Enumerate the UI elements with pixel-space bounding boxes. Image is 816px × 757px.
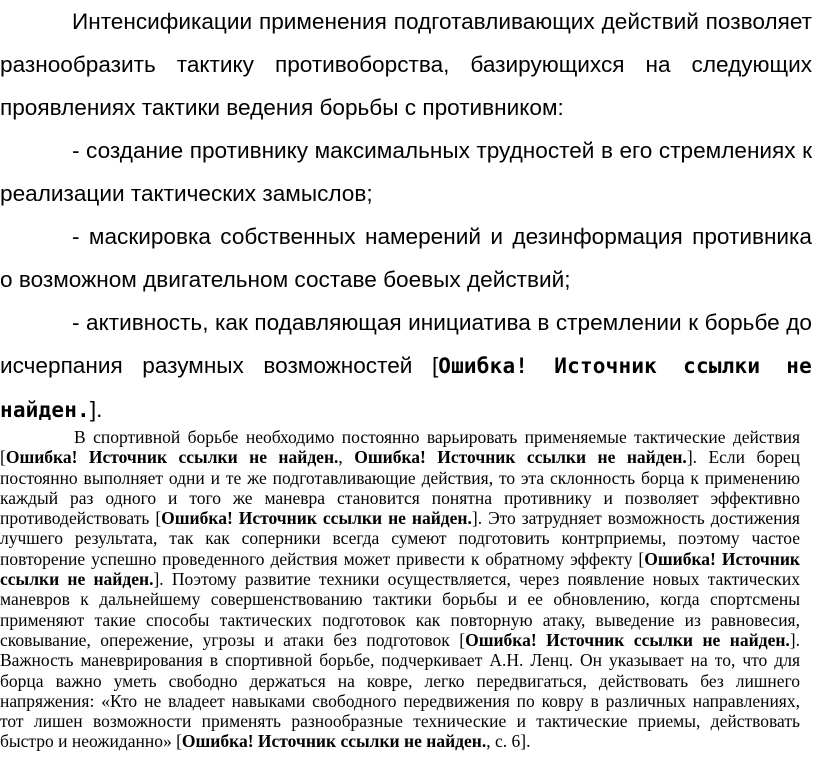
text-run: ]. Важность маневрирования в спортивной борьбе, подчеркивает А.Н. Ленц. Он указывает на то, что для борца важно уметь свободно держаться на ковре, легко передвигаться, действовать без лишнего напряжения: «Кто не владеет навыками свободного передвижения по ковру в различных направлениях, тот лишен возможности применять разнообразные технические и тактические приемы, действовать быстро и неожиданно» [ — [0, 629, 800, 752]
list-item-difficulties — [0, 129, 812, 215]
reference-error: Ошибка! Источник ссылки не найден. — [0, 354, 812, 422]
list-item-difficulties-text: - создание противнику максимальных трудностей в его стремлениях к реализации тактических замыслов; — [0, 138, 812, 206]
list-item-activity-text: - активность, как подавляющая инициатива в стремлении к борьбе до исчерпания разумных возможностей [ — [0, 310, 812, 378]
reference-error: Ошибка! Источник ссылки не найден. — [354, 447, 687, 468]
list-item-masking — [0, 215, 812, 301]
text-run: ]. Поэтому развитие техники осуществляется, через появление новых тактических маневров к дальнейшему совершенствованию тактики борьбы и ее обновлению, когда спортсмены применяют такие способы тактических подготовок как повторную атаку, выведение из равновесия, сковывание, опережение, угрозы и атаки без подготовок [ — [0, 569, 801, 650]
paragraph-intro — [0, 0, 812, 129]
text-run: ]. Это затрудняет возможность достижения лучшего результата, так как соперники всегда сумеют подготовить контрприемы, поэтому частое повторение успешно проведенного действия может привести к обратному эффекту [ — [0, 508, 800, 569]
reference-error: Ошибка! Источник ссылки не найден. — [465, 629, 790, 650]
text-run: , с. 6]. — [486, 731, 531, 752]
list-item-masking-text: - маскировка собственных намерений и дезинформация противника о возможном двигательном составе боевых действий; — [0, 224, 812, 292]
text-run: , — [338, 447, 355, 468]
reference-error: Ошибка! Источник ссылки не найден. — [161, 508, 472, 529]
paragraph-intro-text: Интенсификации применения подготавливающих действий позволяет разнообразить тактику противоборства, базирующихся на следующих проявлениях тактики ведения борьбы с противником: — [0, 9, 812, 120]
reference-error: Ошибка! Источник ссылки не найден. — [181, 731, 487, 752]
reference-error: Ошибка! Источник ссылки не найден. — [0, 548, 800, 590]
text-run: В спортивной борьбе необходимо постоянно варьировать применяемые тактические действия [ — [0, 427, 800, 468]
reference-error: Ошибка! Источник ссылки не найден. — [5, 447, 339, 468]
paragraph-sport-wrestling — [0, 427, 800, 752]
list-item-activity-end: ]. — [89, 397, 103, 422]
list-item-activity — [0, 301, 812, 432]
text-run: ]. Если борец постоянно выполняет одни и те же подготавливающие действия, то эта склонность борца к применению каждый раз одного и того же маневра становится понятна противнику и позволяет эффективно противодействовать [ — [0, 447, 800, 529]
